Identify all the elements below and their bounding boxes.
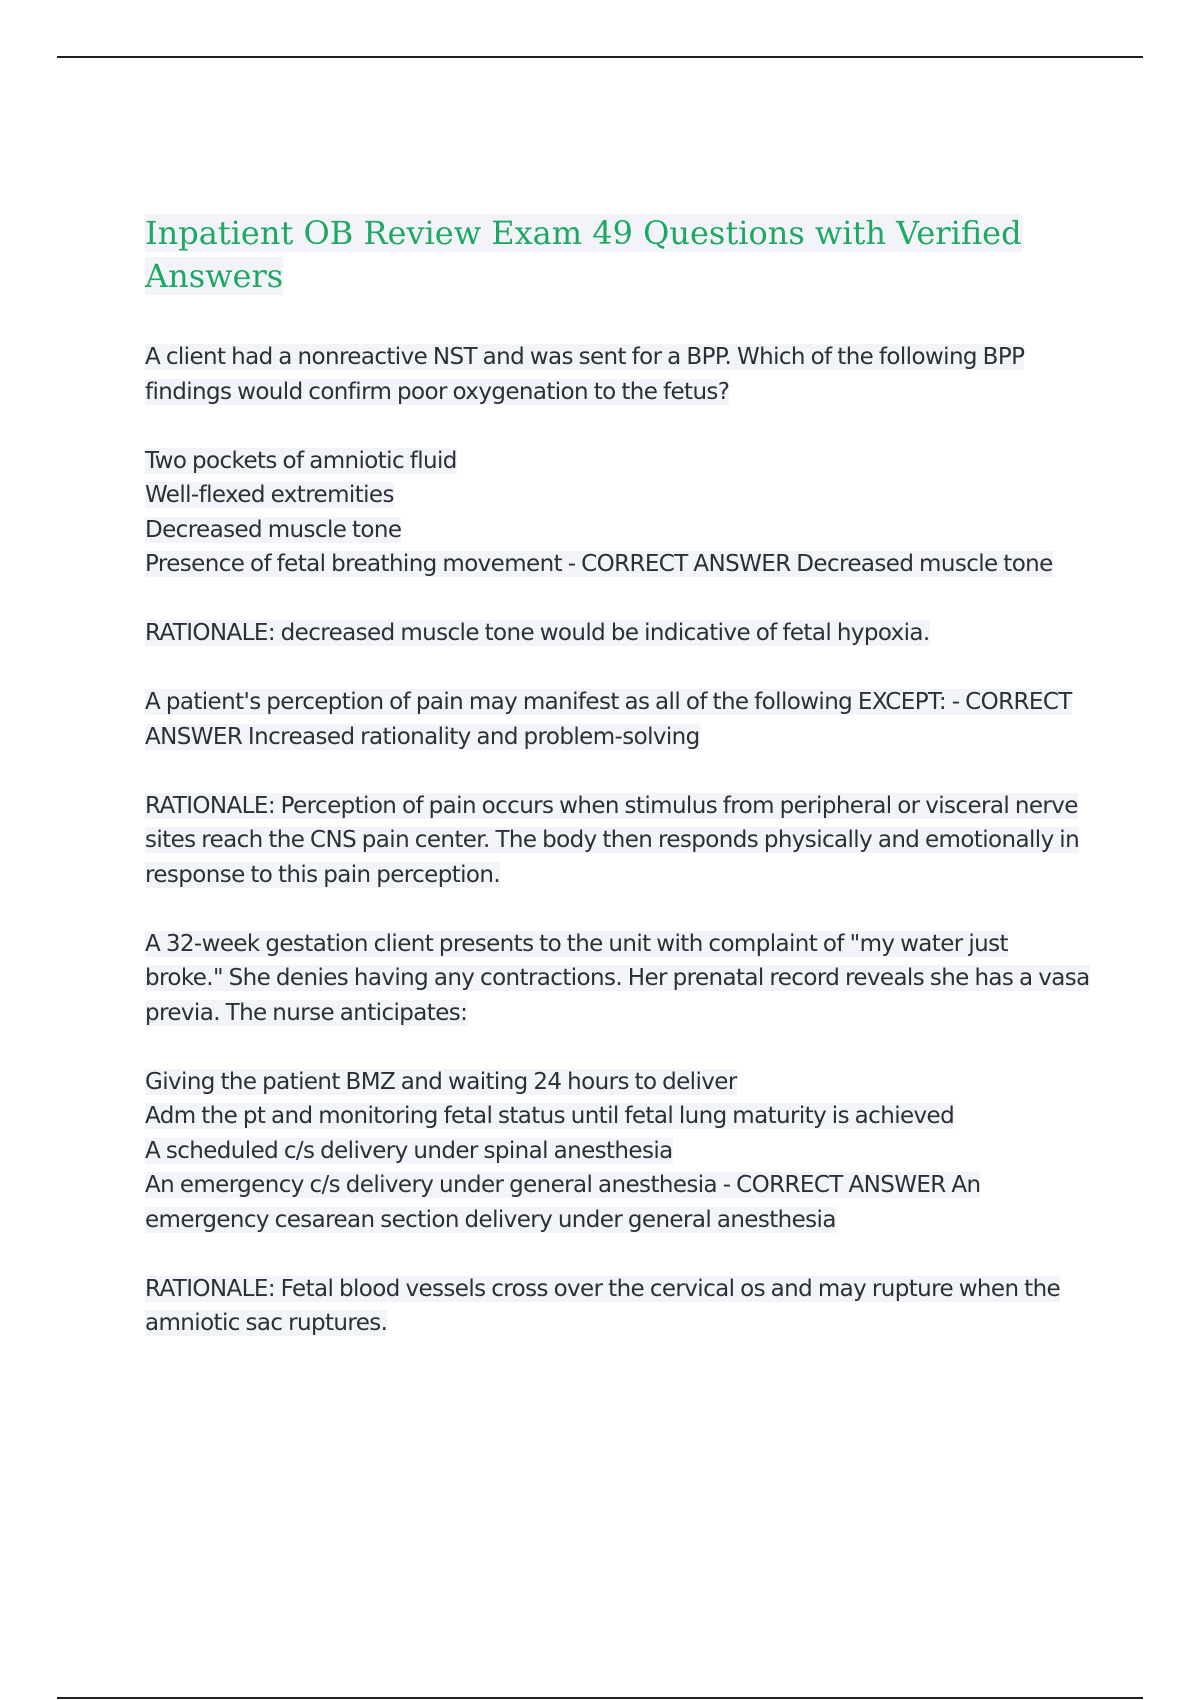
question-1-options — [145, 444, 1090, 582]
q1-option-1: Two pockets of amniotic fluid — [145, 447, 457, 474]
q3-option-2: Adm the pt and monitoring fetal status until fetal lung maturity is achieved — [145, 1103, 955, 1129]
q1-option-2: Well-flexed extremities — [145, 482, 394, 508]
document-body — [145, 212, 1090, 1341]
question-2-rationale: RATIONALE: Perception of pain occurs when stimulus from peripheral or visceral nerve sites reach the CNS pain center. The body then responds physically and emotionally in response to this pain perception. — [145, 792, 1080, 888]
q1-option-4-answer: Presence of fetal breathing movement - CORRECT ANSWER Decreased muscle tone — [145, 551, 1053, 577]
header-rule — [57, 56, 1143, 58]
question-3: A 32-week gestation client presents to the unit with complaint of "my water just broke." She denies having any contractions. Her prenatal record reveals she has a vasa previa. The nurse anticipates: — [145, 930, 1090, 1026]
question-1-rationale: RATIONALE: decreased muscle tone would be indicative of fetal hypoxia. — [145, 620, 930, 646]
question-3-rationale: RATIONALE: Fetal blood vessels cross over the cervical os and may rupture when the amniotic sac ruptures. — [145, 1275, 1061, 1336]
document-title: Inpatient OB Review Exam 49 Questions with Verified Answers — [145, 214, 1022, 295]
q3-option-4-answer: An emergency c/s delivery under general anesthesia - CORRECT ANSWER An emergency cesarean section delivery under general anesthesia — [145, 1172, 981, 1233]
q3-option-1: Giving the patient BMZ and waiting 24 hours to deliver — [145, 1068, 737, 1095]
question-3-options — [145, 1065, 1090, 1238]
q3-option-3: A scheduled c/s delivery under spinal anesthesia — [145, 1137, 673, 1164]
question-1: A client had a nonreactive NST and was sent for a BPP. Which of the following BPP findings would confirm poor oxygenation to the fetus? — [145, 344, 1025, 405]
q1-option-3: Decreased muscle tone — [145, 516, 402, 543]
footer-rule — [57, 1697, 1143, 1699]
question-2: A patient's perception of pain may manifest as all of the following EXCEPT: - CORRECT ANSWER Increased rationality and problem-solving — [145, 689, 1072, 750]
